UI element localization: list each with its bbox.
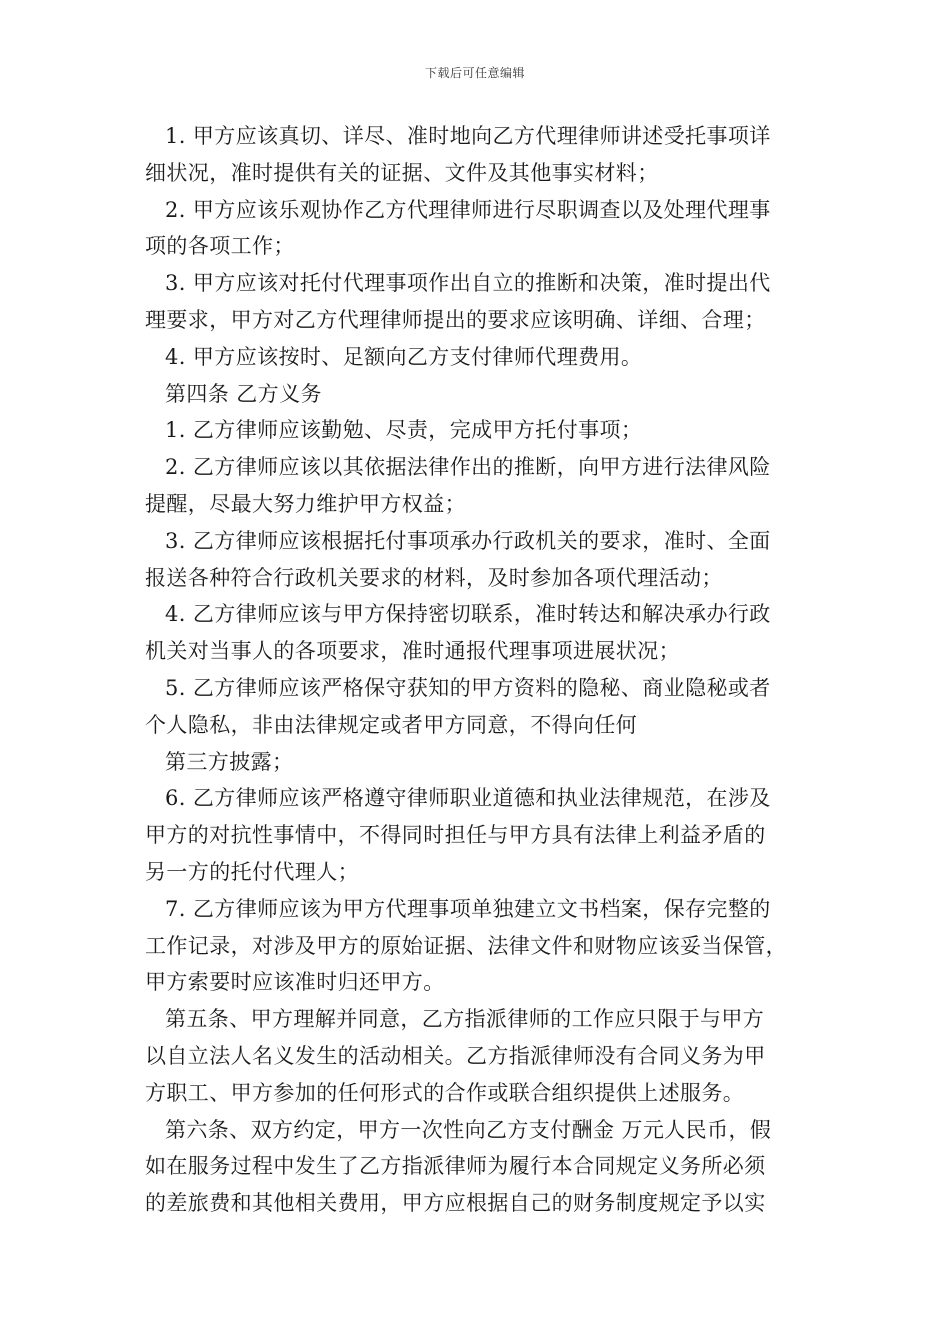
text-line: 2. 乙方律师应该以其依据法律作出的推断，向甲方进行法律风险 [165, 455, 771, 480]
text-line: 4. 甲方应该按时、足额向乙方支付律师代理费用。 [165, 344, 643, 369]
text-line: 以自立法人名义发生的活动相关。乙方指派律师没有合同义务为甲 [145, 1043, 766, 1068]
text-line: 2. 甲方应该乐观协作乙方代理律师进行尽职调查以及处理代理事 [165, 197, 771, 222]
page-header: 下载后可任意编辑 [424, 66, 525, 80]
text-line: 提醒，尽最大努力维护甲方权益； [145, 491, 466, 516]
document-body [145, 118, 825, 1222]
text-line: 的差旅费和其他相关费用，甲方应根据自己的财务制度规定予以实 [145, 1191, 766, 1216]
text-line: 1. 乙方律师应该勤勉、尽责，完成甲方托付事项； [165, 418, 643, 443]
text-line: 第六条、双方约定，甲方一次性向乙方支付酬金 万元人民币，假 [165, 1117, 772, 1142]
text-line: 第五条、甲方理解并同意，乙方指派律师的工作应只限于与甲方 [165, 1007, 765, 1032]
text-line: 报送各种符合行政机关要求的材料，及时参加各项代理活动； [145, 565, 723, 590]
text-line: 6. 乙方律师应该严格遵守律师职业道德和执业法律规范，在涉及 [165, 786, 771, 811]
text-line: 3. 乙方律师应该根据托付事项承办行政机关的要求，准时、全面 [165, 528, 771, 553]
text-line: 第四条 乙方义务 [165, 381, 322, 406]
text-line: 项的各项工作； [145, 234, 295, 259]
text-line: 理要求，甲方对乙方代理律师提出的要求应该明确、详细、合理； [145, 307, 766, 332]
text-line: 5. 乙方律师应该严格保守获知的甲方资料的隐秘、商业隐秘或者 [165, 675, 771, 700]
text-line: 工作记录，对涉及甲方的原始证据、法律文件和财物应该妥当保管， [145, 933, 787, 958]
text-line: 甲方的对抗性事情中，不得同时担任与甲方具有法律上利益矛盾的 [145, 823, 766, 848]
text-line: 7. 乙方律师应该为甲方代理事项单独建立文书档案，保存完整的 [165, 896, 771, 921]
text-line: 方职工、甲方参加的任何形式的合作或联合组织提供上述服务。 [145, 1080, 745, 1105]
text-line: 第三方披露； [165, 749, 294, 774]
text-line: 4. 乙方律师应该与甲方保持密切联系，准时转达和解决承办行政 [165, 602, 771, 627]
text-line: 如在服务过程中发生了乙方指派律师为履行本合同规定义务所必须 [145, 1154, 766, 1179]
text-line: 1. 甲方应该真切、详尽、准时地向乙方代理律师讲述受托事项详 [165, 124, 771, 148]
text-line: 细状况，准时提供有关的证据、文件及其他事实材料； [145, 160, 659, 185]
text-line: 机关对当事人的各项要求，准时通报代理事项进展状况； [145, 639, 680, 664]
text-line: 个人隐私，非由法律规定或者甲方同意，不得向任何 [145, 712, 638, 737]
text-line: 另一方的托付代理人； [145, 859, 359, 884]
text-line: 甲方索要时应该准时归还甲方。 [145, 970, 445, 995]
text-line: 3. 甲方应该对托付代理事项作出自立的推断和决策，准时提出代 [165, 271, 771, 296]
